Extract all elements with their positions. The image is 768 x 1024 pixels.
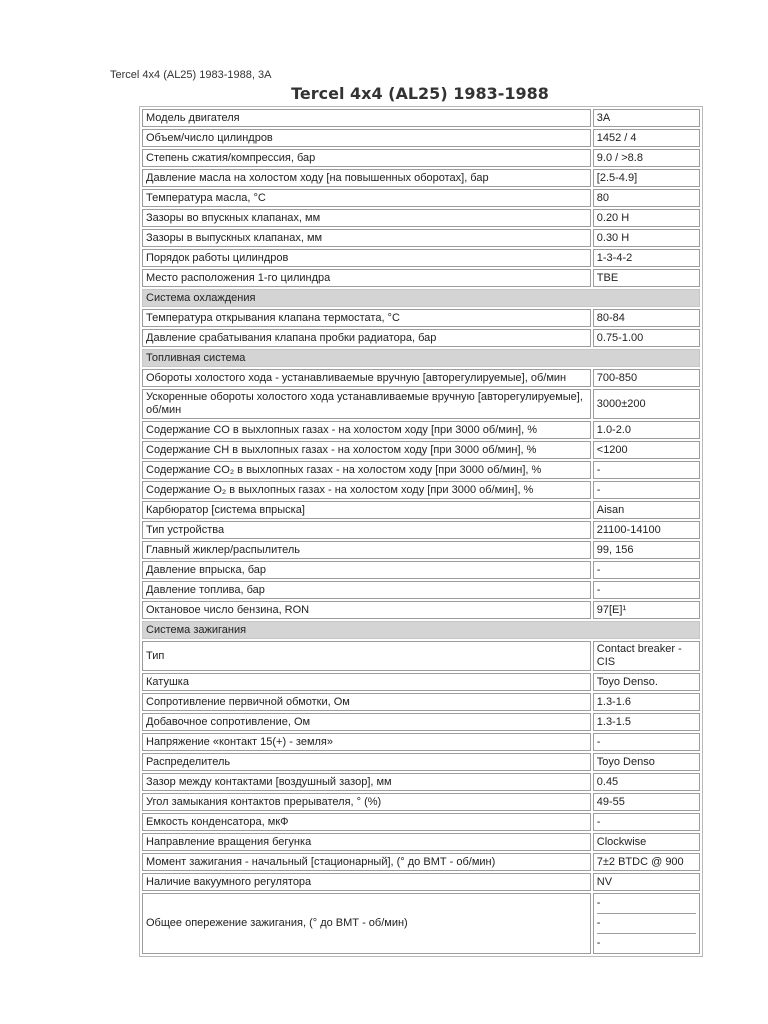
param-label: Модель двигателя [142, 109, 591, 127]
param-value: 700-850 [593, 369, 700, 387]
param-label: Угол замыкания контактов прерывателя, ° (%) [142, 793, 591, 811]
param-value: - [593, 561, 700, 579]
param-label: Тип устройства [142, 521, 591, 539]
table-row [142, 149, 700, 167]
section-title: Топливная система [142, 349, 700, 367]
param-value: - [593, 581, 700, 599]
param-value: 21100-14100 [593, 521, 700, 539]
param-value: 97[E]¹ [593, 601, 700, 619]
table-row [142, 853, 700, 871]
section-title: Система зажигания [142, 621, 700, 639]
param-label: Наличие вакуумного регулятора [142, 873, 591, 891]
section-title: Система охлаждения [142, 289, 700, 307]
param-label: Распределитель [142, 753, 591, 771]
param-label: Содержание O₂ в выхлопных газах - на холостом ходу [при 3000 об/мин], % [142, 481, 591, 499]
table-row [142, 673, 700, 691]
table-row [142, 461, 700, 479]
spec-table [139, 106, 703, 957]
table-row [142, 873, 700, 891]
table-row [142, 441, 700, 459]
param-value: 99, 156 [593, 541, 700, 559]
param-value: <1200 [593, 441, 700, 459]
page-title: Tercel 4x4 (AL25) 1983-1988 [291, 84, 549, 103]
param-value: Contact breaker - CIS [593, 641, 700, 671]
param-label: Содержание CH в выхлопных газах - на холостом ходу [при 3000 об/мин], % [142, 441, 591, 459]
table-row [142, 501, 700, 519]
param-label: Давление впрыска, бар [142, 561, 591, 579]
section-header-row [142, 349, 700, 367]
section-header-row [142, 289, 700, 307]
param-label: Момент зажигания - начальный [стационарный], (° до ВМТ - об/мин) [142, 853, 591, 871]
param-value: 3A [593, 109, 700, 127]
param-label: Сопротивление первичной обмотки, Ом [142, 693, 591, 711]
param-label: Октановое число бензина, RON [142, 601, 591, 619]
param-value: 0.45 [593, 773, 700, 791]
table-row [142, 713, 700, 731]
param-value: 0.75-1.00 [593, 329, 700, 347]
param-value: 80 [593, 189, 700, 207]
param-value: - [593, 461, 700, 479]
param-value: 0.30 H [593, 229, 700, 247]
param-value: - [593, 813, 700, 831]
table-row [142, 369, 700, 387]
param-value: - [593, 481, 700, 499]
param-label: Объем/число цилиндров [142, 129, 591, 147]
param-value: 9.0 / >8.8 [593, 149, 700, 167]
param-label: Содержание CO₂ в выхлопных газах - на холостом ходу [при 3000 об/мин], % [142, 461, 591, 479]
param-label: Ускоренные обороты холостого хода устанавливаемые вручную [авторегулируемые], об/мин [142, 389, 591, 419]
param-label: Добавочное сопротивление, Ом [142, 713, 591, 731]
table-row [142, 773, 700, 791]
param-label: Направление вращения бегунка [142, 833, 591, 851]
table-row [142, 109, 700, 127]
table-row [142, 541, 700, 559]
param-value: - [593, 733, 700, 751]
param-value: 7±2 BTDC @ 900 [593, 853, 700, 871]
param-label: Тип [142, 641, 591, 671]
table-row [142, 753, 700, 771]
table-row [142, 521, 700, 539]
param-label: Содержание CO в выхлопных газах - на холостом ходу [при 3000 об/мин], % [142, 421, 591, 439]
param-label: Карбюратор [система впрыска] [142, 501, 591, 519]
param-label: Порядок работы цилиндров [142, 249, 591, 267]
param-value: TBE [593, 269, 700, 287]
param-value: Toyo Denso. [593, 673, 700, 691]
table-row [142, 129, 700, 147]
param-subvalue: - [597, 894, 696, 914]
spec-table-body [142, 109, 700, 954]
param-value: 1.3-1.6 [593, 693, 700, 711]
section-header-row [142, 621, 700, 639]
table-row [142, 269, 700, 287]
param-subvalue: - [597, 914, 696, 934]
table-row [142, 693, 700, 711]
table-row [142, 893, 700, 954]
param-label: Место расположения 1-го цилиндра [142, 269, 591, 287]
table-row [142, 229, 700, 247]
breadcrumb: Tercel 4x4 (AL25) 1983-1988, 3A [110, 69, 272, 81]
table-row [142, 833, 700, 851]
param-value: 49-55 [593, 793, 700, 811]
table-row [142, 733, 700, 751]
param-label: Степень сжатия/компрессия, бар [142, 149, 591, 167]
param-label: Катушка [142, 673, 591, 691]
param-value: NV [593, 873, 700, 891]
param-label: Емкость конденсатора, мкФ [142, 813, 591, 831]
table-row [142, 601, 700, 619]
table-row [142, 389, 700, 419]
table-row [142, 329, 700, 347]
param-value: 80-84 [593, 309, 700, 327]
param-label: Зазоры в выпускных клапанах, мм [142, 229, 591, 247]
param-value: 1.0-2.0 [593, 421, 700, 439]
param-value: 1452 / 4 [593, 129, 700, 147]
param-label: Главный жиклер/распылитель [142, 541, 591, 559]
param-label: Зазоры во впускных клапанах, мм [142, 209, 591, 227]
table-row [142, 169, 700, 187]
param-label: Общее опережение зажигания, (° до ВМТ - об/мин) [142, 893, 591, 954]
param-label: Давление масла на холостом ходу [на повышенных оборотах], бар [142, 169, 591, 187]
param-value: 0.20 H [593, 209, 700, 227]
table-row [142, 641, 700, 671]
param-value [593, 893, 700, 954]
param-value: Aisan [593, 501, 700, 519]
param-label: Температура открывания клапана термостата, °C [142, 309, 591, 327]
param-value: 1-3-4-2 [593, 249, 700, 267]
param-label: Зазор между контактами [воздушный зазор], мм [142, 773, 591, 791]
param-label: Давление срабатывания клапана пробки радиатора, бар [142, 329, 591, 347]
param-label: Напряжение «контакт 15(+) - земля» [142, 733, 591, 751]
table-row [142, 421, 700, 439]
param-value: 3000±200 [593, 389, 700, 419]
table-row [142, 309, 700, 327]
table-row [142, 249, 700, 267]
param-value: [2.5-4.9] [593, 169, 700, 187]
table-row [142, 481, 700, 499]
param-subvalue: - [596, 937, 601, 949]
param-value: 1.3-1.5 [593, 713, 700, 731]
table-row [142, 209, 700, 227]
table-row [142, 189, 700, 207]
param-value: Clockwise [593, 833, 700, 851]
param-label: Обороты холостого хода - устанавливаемые вручную [авторегулируемые], об/мин [142, 369, 591, 387]
param-value: Toyo Denso [593, 753, 700, 771]
table-row [142, 813, 700, 831]
table-row [142, 561, 700, 579]
table-row [142, 793, 700, 811]
table-row [142, 581, 700, 599]
param-label: Температура масла, °C [142, 189, 591, 207]
param-label: Давление топлива, бар [142, 581, 591, 599]
